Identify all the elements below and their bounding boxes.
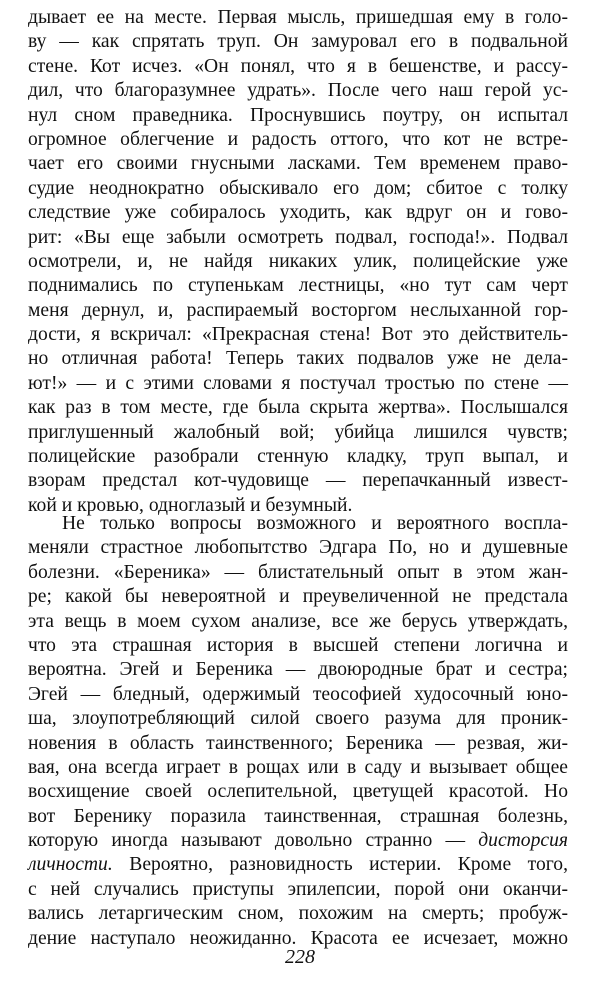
text-line: восхищение своей ослепительной, цветущей красотой. Но [28, 781, 568, 803]
text-line: полицейские разобрали стенную кладку, труп выпал, и [28, 446, 568, 468]
text-line: ре; какой бы невероятной и преувеличенной не предстала [28, 586, 568, 608]
italic-term: личности. [28, 854, 113, 876]
text-line: Не только вопросы возможного и вероятного воспла- [62, 513, 568, 534]
page-number: 228 [285, 946, 315, 968]
text-line: приглушенный жалобный вой; убийца лишился чувств; [28, 421, 568, 443]
text-line: меняли страстное любопытство Эдгара По, но и душевные [28, 537, 568, 559]
text-line-with-italic [28, 829, 568, 853]
text-line: новения в область таинственного; Береника — резвая, жи- [28, 732, 568, 754]
text-line-with-italic [28, 853, 568, 877]
text-line: вались летаргическим сном, похожим на смерть; пробуж- [28, 903, 568, 925]
text-line: как раз в том месте, где была скрыта жертва». Послышался [28, 397, 568, 419]
text-line: вот Беренику поразила таинственная, страшная болезнь, [28, 805, 568, 827]
text-run: Вероятно, разновидность истерии. Кроме того, [112, 854, 568, 876]
text-line: меня дернул, и, распираемый восторгом неслыханной гор- [28, 299, 568, 321]
text-line: осмотрели, и, не найдя никаких улик, полицейские уже [28, 250, 568, 272]
text-line: болезни. «Береника» — блистательный опыт в этом жан- [28, 561, 568, 583]
text-line: следствие уже собиралось уходить, как вдруг он и гово- [28, 202, 568, 224]
text-line: кой и кровью, одноглазый и безумный. [28, 494, 353, 516]
text-line: с ней случались приступы эпилепсии, порой они оканчи- [28, 878, 568, 900]
text-line: судие неоднократно обыскивало его дом; сбитое с толку [28, 177, 568, 199]
paragraph-2 [28, 512, 568, 951]
text-line: поднимались по ступенькам лестницы, «но тут сам черт [28, 275, 568, 297]
text-line: ву — как спрятать труп. Он замуровал его в подвальной [28, 31, 568, 53]
paragraph-1 [28, 6, 568, 518]
text-line: дение наступало неожиданно. Красота ее исчезает, можно [28, 927, 568, 949]
text-line: чает его своими гнусными ласками. Тем временем право- [28, 153, 568, 175]
italic-term: дисторсия [478, 830, 568, 852]
text-line: дывает ее на месте. Первая мысль, пришедшая ему в голо- [28, 7, 568, 28]
text-line: нул сном праведника. Проснувшись поутру, он испытал [28, 104, 568, 126]
text-line: огромное облегчение и радость оттого, что кот не встре- [28, 128, 568, 150]
text-line: эта вещь в моем сухом анализе, все же берусь утверждать, [28, 610, 568, 632]
text-line: рит: «Вы еще забыли осмотреть подвал, господа!». Подвал [28, 226, 568, 248]
text-line: взорам предстал кот-чудовище — перепачканный извест- [28, 470, 568, 492]
text-line: что эта страшная история в высшей степени логична и [28, 634, 568, 656]
text-line: стене. Кот исчез. «Он понял, что я в бешенстве, и рассу- [28, 55, 568, 77]
text-line: ют!» — и с этими словами я постучал тростью по стене — [28, 372, 568, 394]
text-line: вая, она всегда играет в рощах или в саду и вызывает общее [28, 756, 568, 778]
text-line: дости, я вскричал: «Прекрасная стена! Вот это действитель- [28, 324, 568, 346]
text-line: но отличная работа! Теперь таких подвалов уже не дела- [28, 348, 568, 370]
text-run: которую иногда называют довольно странно — [28, 830, 479, 852]
text-line: вероятна. Эгей и Береника — двоюродные брат и сестра; [28, 659, 568, 681]
text-line: дил, что благоразумнее удрать». После чего наш герой ус- [28, 80, 568, 102]
text-line: ша, злоупотребляющий силой своего разума для проник- [28, 708, 568, 730]
text-line: Эгей — бледный, одержимый теософией худосочный юно- [28, 683, 568, 705]
